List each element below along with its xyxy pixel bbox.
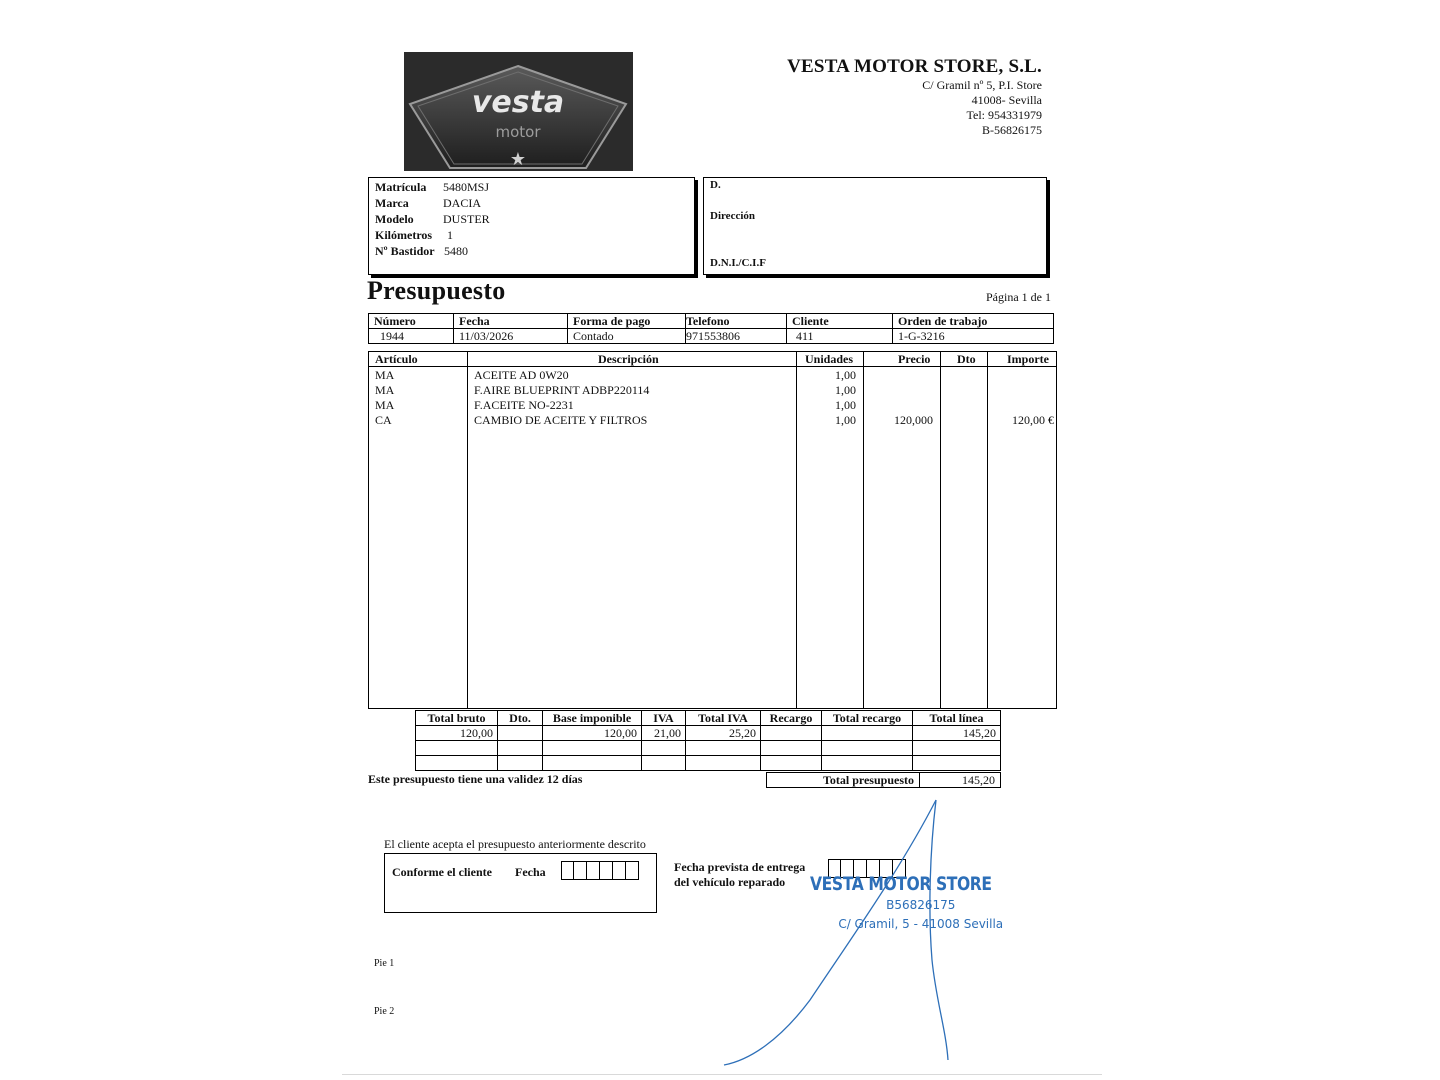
totals-table bbox=[415, 710, 1001, 771]
stamp-company-name: VESTA MOTOR STORE bbox=[810, 873, 992, 895]
company-address: C/ Gramil nº 5, P.I. Store bbox=[922, 78, 1042, 92]
item-precio: 120,000 bbox=[894, 413, 933, 427]
totals-header-row bbox=[416, 711, 1001, 726]
acceptance-text: El cliente acepta el presupuesto anteriormente descrito bbox=[384, 837, 646, 851]
vesta-logo bbox=[404, 52, 633, 171]
items-column-divider bbox=[987, 352, 988, 708]
validity-note: Este presupuesto tiene una validez 12 días bbox=[368, 772, 583, 786]
company-cif: B-56826175 bbox=[982, 123, 1042, 137]
header-descripcion: Descripción bbox=[598, 352, 659, 366]
vehicle-row-plate: Matrícula 5480MSJ bbox=[375, 180, 490, 194]
header-articulo: Artículo bbox=[375, 352, 418, 366]
header-orden-trabajo: Orden de trabajo bbox=[893, 314, 1054, 329]
fecha-label: Fecha bbox=[515, 865, 546, 879]
info-value-row bbox=[369, 329, 1054, 344]
items-column-divider bbox=[863, 352, 864, 708]
client-info-box bbox=[703, 177, 1047, 275]
items-header-row bbox=[369, 352, 1056, 367]
header-dto: Dto bbox=[957, 352, 976, 366]
value-numero: 1944 bbox=[369, 329, 454, 344]
item-unidades: 1,00 bbox=[835, 413, 856, 427]
item-descripcion: F.ACEITE NO-2231 bbox=[474, 398, 574, 412]
conforme-label: Conforme el cliente bbox=[392, 865, 492, 879]
item-unidades: 1,00 bbox=[835, 398, 856, 412]
totals-value-row bbox=[416, 726, 1001, 741]
value-dto bbox=[498, 726, 543, 741]
header-recargo: Recargo bbox=[761, 711, 822, 726]
value-orden-trabajo: 1-G-3216 bbox=[893, 329, 1054, 344]
items-column-divider bbox=[940, 352, 941, 708]
header-telefono: Telefono bbox=[686, 314, 787, 329]
vehicle-row-model: Modelo DUSTER bbox=[375, 212, 490, 226]
vehicle-row-brand: Marca DACIA bbox=[375, 196, 481, 210]
company-stamp bbox=[810, 873, 1032, 931]
item-descripcion: CAMBIO DE ACEITE Y FILTROS bbox=[474, 413, 648, 427]
logo-word: vesta bbox=[471, 85, 565, 120]
value-forma-pago: Contado bbox=[568, 329, 686, 344]
header-forma-pago: Forma de pago bbox=[568, 314, 686, 329]
value-cliente: 411 bbox=[787, 329, 893, 344]
item-unidades: 1,00 bbox=[835, 383, 856, 397]
items-column-divider bbox=[467, 352, 468, 708]
value-total-iva: 25,20 bbox=[686, 726, 761, 741]
company-phone: Tel: 954331979 bbox=[966, 108, 1042, 122]
items-column-divider bbox=[796, 352, 797, 708]
header-total-recargo: Total recargo bbox=[822, 711, 913, 726]
item-articulo: CA bbox=[375, 413, 392, 427]
header-base-imponible: Base imponible bbox=[543, 711, 642, 726]
item-unidades: 1,00 bbox=[835, 368, 856, 382]
value-total-recargo bbox=[822, 726, 913, 741]
star-icon: ★ bbox=[509, 149, 527, 170]
company-city: 41008- Sevilla bbox=[971, 93, 1042, 107]
client-dni-label: D.N.I./C.I.F bbox=[710, 257, 766, 269]
item-articulo: MA bbox=[375, 368, 395, 382]
vehicle-row-chassis: Nº Bastidor 5480 bbox=[375, 244, 468, 258]
vehicle-row-km: Kilómetros 1 bbox=[375, 228, 453, 242]
page-bottom-edge bbox=[342, 1074, 1102, 1075]
header-dto: Dto. bbox=[498, 711, 543, 726]
totals-empty-row bbox=[416, 741, 1001, 756]
header-iva: IVA bbox=[642, 711, 686, 726]
page-title: Presupuesto bbox=[367, 276, 506, 305]
value-iva: 21,00 bbox=[642, 726, 686, 741]
company-name: VESTA MOTOR STORE, S.L. bbox=[787, 56, 1042, 77]
item-descripcion: ACEITE AD 0W20 bbox=[474, 368, 569, 382]
grand-total-table bbox=[766, 772, 1001, 788]
client-d-label: D. bbox=[710, 179, 721, 191]
item-articulo: MA bbox=[375, 383, 395, 397]
company-header bbox=[787, 56, 1042, 138]
logo-subword: motor bbox=[495, 123, 541, 141]
grand-total-label: Total presupuesto bbox=[767, 773, 920, 788]
footer-pie-2: Pie 2 bbox=[374, 1006, 395, 1017]
value-telefono: 971553806 bbox=[686, 329, 787, 344]
client-address-label: Dirección bbox=[710, 210, 756, 222]
grand-total-value: 145,20 bbox=[920, 773, 1001, 788]
vehicle-info-box bbox=[368, 177, 695, 275]
delivery-date-label: Fecha prevista de entrega del vehículo reparado bbox=[674, 860, 806, 889]
item-importe: 120,00 € bbox=[1012, 413, 1054, 427]
budget-info-table bbox=[368, 313, 1054, 344]
info-header-row bbox=[369, 314, 1054, 329]
acceptance-date-boxes[interactable] bbox=[561, 861, 639, 880]
stamp-cif: B56826175 bbox=[886, 898, 956, 912]
item-articulo: MA bbox=[375, 398, 395, 412]
value-fecha: 11/03/2026 bbox=[454, 329, 568, 344]
header-total-linea: Total línea bbox=[913, 711, 1001, 726]
header-unidades: Unidades bbox=[805, 352, 854, 366]
header-importe: Importe bbox=[1007, 352, 1049, 366]
value-recargo bbox=[761, 726, 822, 741]
header-cliente: Cliente bbox=[787, 314, 893, 329]
value-base-imponible: 120,00 bbox=[543, 726, 642, 741]
acceptance-box bbox=[384, 853, 657, 913]
header-total-iva: Total IVA bbox=[686, 711, 761, 726]
value-total-bruto: 120,00 bbox=[416, 726, 498, 741]
items-table bbox=[368, 351, 1057, 709]
header-total-bruto: Total bruto bbox=[416, 711, 498, 726]
header-fecha: Fecha bbox=[454, 314, 568, 329]
stamp-address: C/ Gramil, 5 - 41008 Sevilla bbox=[838, 917, 1004, 931]
header-numero: Número bbox=[369, 314, 454, 329]
value-total-linea: 145,20 bbox=[913, 726, 1001, 741]
header-precio: Precio bbox=[898, 352, 931, 366]
page-number: Página 1 de 1 bbox=[986, 290, 1051, 304]
footer-pie-1: Pie 1 bbox=[374, 958, 395, 969]
item-descripcion: F.AIRE BLUEPRINT ADBP220114 bbox=[474, 383, 650, 397]
totals-empty-row bbox=[416, 756, 1001, 771]
